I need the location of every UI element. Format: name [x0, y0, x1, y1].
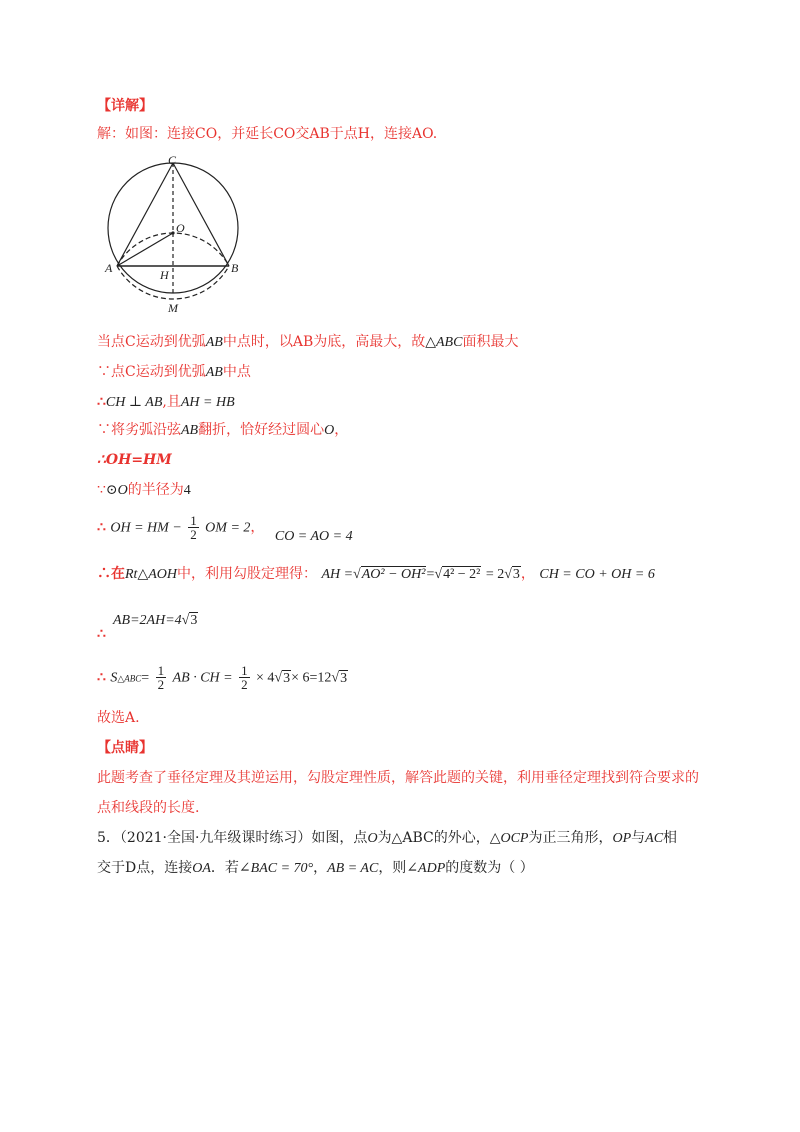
- segment-op: OP: [612, 831, 632, 846]
- math: AB · CH =: [172, 670, 233, 686]
- text: ∵将劣弧沿弦: [97, 422, 181, 438]
- answer-line: 故选A.: [97, 710, 140, 726]
- label-h: H: [160, 268, 169, 282]
- comment-line-2: 点和线段的长度.: [97, 800, 200, 816]
- text: ，: [250, 519, 265, 536]
- label-a: A: [105, 261, 113, 275]
- line-fold-arc: [97, 420, 348, 441]
- text: 中，利用勾股定理得：: [176, 566, 317, 582]
- therefore-symbol: ∴: [97, 394, 106, 410]
- therefore-symbol: ∴: [97, 626, 106, 642]
- line-ch-perp-ab: [97, 392, 235, 413]
- angle-bac: ∠BAC = 70°: [238, 861, 314, 876]
- question-5-line-2: [97, 858, 534, 879]
- text: ∵点C运动到优弧: [97, 364, 206, 380]
- math: CH ⊥ AB: [105, 395, 163, 410]
- line-when-c-midpoint: [97, 332, 518, 353]
- text: 为正三角形，: [528, 830, 613, 846]
- segment-ac: AC: [645, 831, 664, 846]
- math: AB=2AH=4: [113, 613, 182, 628]
- numerator: 1: [241, 663, 248, 678]
- text: 翻折，恰好经过圆心: [198, 422, 325, 438]
- radicand: AO² − OH²: [361, 567, 426, 582]
- text: 中点时，以AB为底，高最大，故: [222, 334, 426, 350]
- fraction-half: [239, 664, 250, 691]
- question-5-line-1: [97, 828, 677, 849]
- denominator: 2: [190, 527, 197, 542]
- solution-intro: 解：如图：连接CO，并延长CO交AB于点H，连接AO.: [97, 126, 438, 142]
- math: CH = CO + OH = 6: [539, 567, 655, 582]
- line-oh-value: [97, 513, 353, 544]
- denominator: 2: [157, 677, 165, 692]
- denominator: 2: [241, 677, 248, 692]
- center-o: O: [324, 423, 335, 438]
- fraction-half: [188, 514, 199, 541]
- therefore-symbol: ∴: [97, 519, 106, 536]
- triangle-abc: △ABC: [425, 335, 463, 350]
- text: 面积最大: [462, 334, 519, 350]
- text: 中点: [222, 364, 251, 380]
- chord-ab: AB: [181, 423, 199, 438]
- equals: =: [426, 567, 435, 582]
- text: 当点C运动到优弧: [97, 334, 206, 350]
- numerator: 1: [190, 513, 197, 528]
- geometry-diagram: [100, 155, 250, 315]
- ab-eq-ac: AB = AC: [327, 861, 379, 876]
- label-m: M: [168, 301, 178, 315]
- text: 交于D点，连接: [97, 860, 193, 876]
- math: = 2: [485, 567, 505, 582]
- line-area: ∴ S△ABC= $\frac{1}{2}$ AB · CH = $\frac{1}{2}$ × 4√3× 6=12√3: [97, 663, 348, 692]
- label-c: C: [168, 155, 177, 167]
- text: ∴在: [97, 566, 125, 582]
- because-symbol: ∵: [97, 482, 106, 498]
- fraction-half: [156, 664, 167, 691]
- text: ,且: [162, 394, 181, 410]
- radius-value: 4: [183, 483, 191, 498]
- radicand: 3: [340, 670, 348, 686]
- text: 的度数为（ ）: [445, 860, 534, 876]
- circle-o: ⊙O: [105, 483, 128, 498]
- triangle-aoh: Rt△AOH: [125, 567, 177, 582]
- segment-cb: [173, 163, 229, 266]
- line-radius: [97, 480, 191, 501]
- radicand: 3: [512, 567, 520, 582]
- math: AH = HB: [180, 395, 235, 410]
- line-pythagoras: ∴在Rt△AOH中，利用勾股定理得： AH =√AO² − OH²=√4² − 2² = 2√3， CH = CO + OH = 6: [97, 566, 655, 582]
- line-ab-value: AB=2AH=4√3: [113, 613, 198, 628]
- radicand: 4² − 2²: [443, 567, 481, 582]
- line-oh-eq-hm: ∴OH=HM: [97, 452, 172, 468]
- comment-line-1: 此题考查了垂径定理及其逆运用，勾股定理性质，解答此题的关键，利用垂径定理找到符合要求的: [97, 770, 699, 786]
- text: 与: [631, 830, 646, 846]
- subscript: △ABC: [117, 673, 142, 684]
- text: ，: [313, 860, 328, 876]
- radicand: 3: [190, 613, 198, 628]
- segment-oa: OA: [192, 861, 211, 876]
- text: ，则: [378, 860, 407, 876]
- triangle-ocp: △OCP: [489, 831, 529, 846]
- math: OH = HM −: [110, 520, 182, 536]
- arc-ab: AB: [205, 335, 223, 350]
- line-because-c-midpoint: [97, 362, 251, 383]
- point-o: O: [367, 831, 378, 846]
- numerator: 1: [157, 663, 165, 678]
- math: CO = AO = 4: [274, 528, 353, 544]
- text: 的半径为: [127, 482, 184, 498]
- area-symbol: S: [110, 670, 118, 686]
- segment-ca: [117, 163, 173, 266]
- math: OM = 2: [205, 520, 251, 536]
- section-detail-heading: 【详解】: [97, 98, 153, 114]
- text: ，: [334, 422, 349, 438]
- angle-adp: ∠ADP: [406, 861, 446, 876]
- math: × 6=12: [291, 670, 332, 686]
- therefore-symbol: ∴: [97, 669, 106, 686]
- arc-ab: AB: [205, 365, 223, 380]
- equals: =: [141, 670, 150, 686]
- text: ．若: [210, 860, 239, 876]
- text: ，: [520, 566, 535, 582]
- math: AH =: [321, 567, 354, 582]
- math: × 4: [256, 670, 275, 686]
- text: 为△ABC的外心，: [377, 830, 490, 846]
- label-b: B: [231, 261, 239, 275]
- section-comment-heading: 【点睛】: [97, 740, 153, 756]
- text: 5．（2021·全国·九年级课时练习）如图，点: [97, 830, 368, 846]
- point-o: [171, 231, 174, 234]
- radicand: 3: [283, 670, 291, 686]
- label-o: O: [176, 221, 185, 235]
- text: 相: [663, 830, 678, 846]
